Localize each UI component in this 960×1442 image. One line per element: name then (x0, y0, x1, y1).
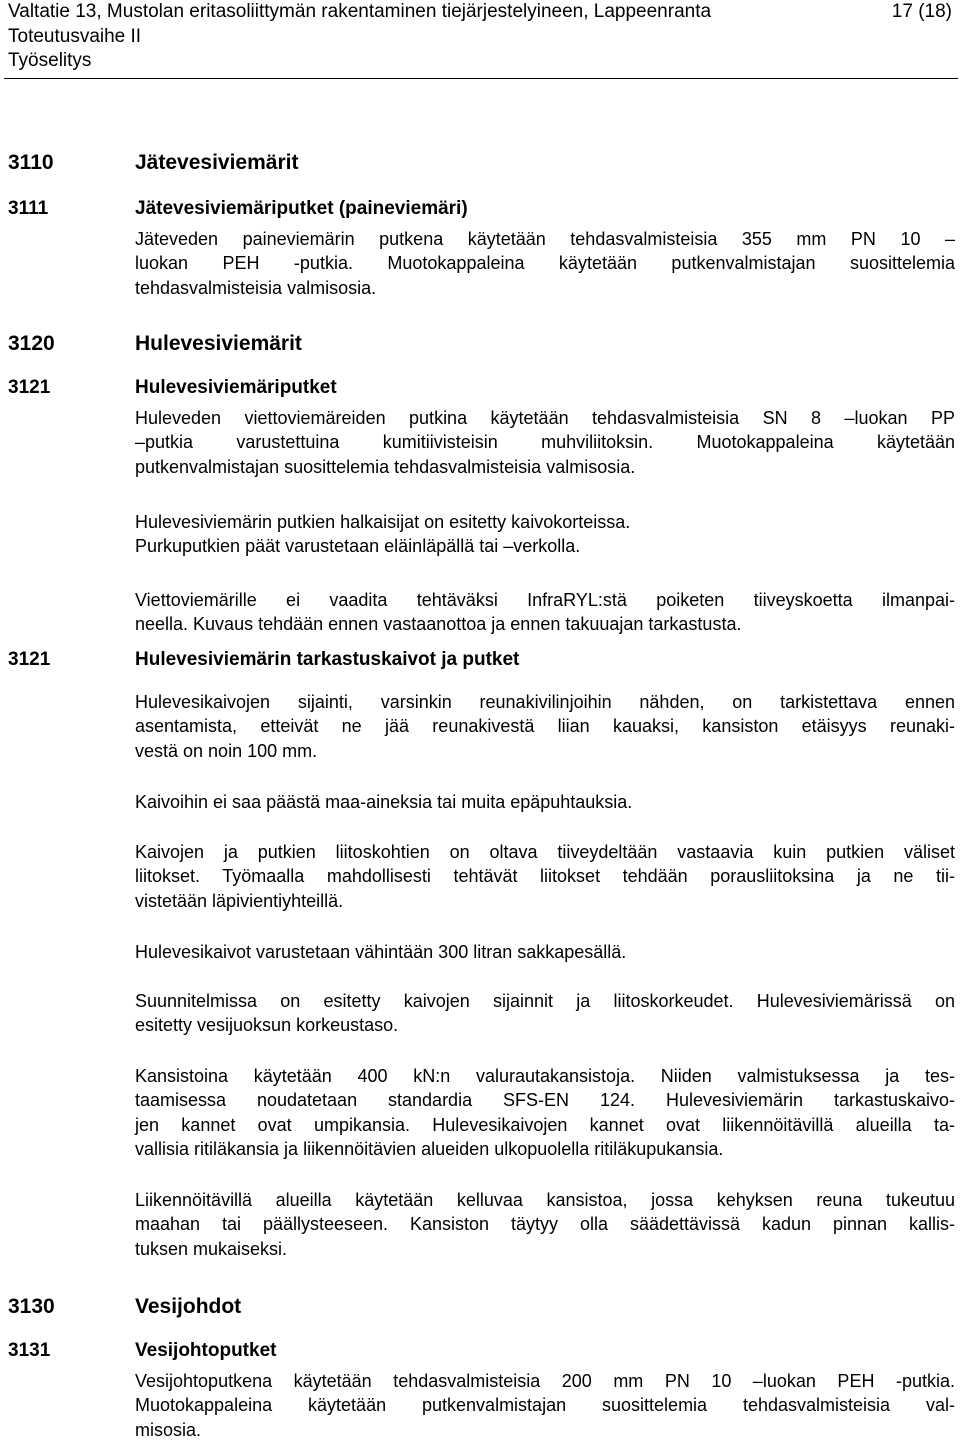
paragraph: Hulevesikaivojen sijainti, varsinkin reunakivilinjoihin nähden, on tarkistettava ennen asentamista, etteivät ne jää reunakivestä liian kauaksi, kansiston etäisyys reunaki- vestä on noin 100 mm. (135, 692, 955, 761)
subsection-heading-3121-inspection-wells: 3121 Hulevesiviemärin tarkastuskaivot ja putket (8, 649, 520, 670)
subsection-heading-3111: 3111 Jätevesiviemäriputket (paineviemäri) (8, 198, 468, 219)
project-phase: Toteutusvaihe II (8, 25, 142, 47)
subsection-heading-3121: 3121 Hulevesiviemäriputket (8, 377, 337, 398)
header-divider (4, 78, 958, 79)
document-title: Valtatie 13, Mustolan eritasoliittymän rakentaminen tiejärjestelyineen, Lappeenranta (8, 1, 712, 22)
section-heading-3110: 3110 Jätevesiviemärit (8, 151, 299, 174)
paragraph: Hulevesiviemärin putkien halkaisijat on esitetty kaivokorteissa. Purkuputkien päät varustetaan eläinläpällä tai –verkolla. (135, 512, 631, 557)
page-number: 17 (18) (891, 1, 952, 22)
section-heading-3130: 3130 Vesijohdot (8, 1295, 242, 1318)
paragraph: Kaivojen ja putkien liitoskohtien on oltava tiiveydeltään vastaavia kuin putkien väliset liitokset. Työmaalla mahdollisesti tehtävät liitokset tehdään porausliitoksina ja ne tii- vistetään läpivientiyhteillä. (135, 842, 955, 911)
subsection-heading-3131: 3131 Vesijohtoputket (8, 1340, 277, 1361)
paragraph: Liikennöitävillä alueilla käytetään kelluvaa kansistoa, jossa kehyksen reuna tukeutuu maahan tai päällysteeseen. Kansiston täytyy olla säädettävissä kadun pinnan kallis- tuksen mukaiseksi. (135, 1190, 955, 1259)
paragraph: Kansistoina käytetään 400 kN:n valurautakansistoja. Niiden valmistuksessa ja tes- taamisessa noudatetaan standardia SFS-EN 124. Hulevesiviemärin tarkastuskaivo- jen kannet ovat umpikansia. Hulevesikaivojen kannet ovat liikennöitävillä alueilla ta- vallisia ritiläkansia ja liikennöitävien alueiden ulkopuolella ritiläkupukansia. (135, 1066, 955, 1160)
section-heading-3120: 3120 Hulevesiviemärit (8, 332, 302, 355)
paragraph: Jäteveden paineviemärin putkena käytetään tehdasvalmisteisia 355 mm PN 10 – luokan PEH -putkia. Muotokappaleina käytetään putkenvalmistajan suosittelemia tehdasvalmisteisia valmisosia. (135, 229, 955, 298)
paragraph: Viettoviemärille ei vaadita tehtäväksi InfraRYL:stä poiketen tiiveyskoetta ilmanpai- neella. Kuvaus tehdään ennen vastaanottoa ja ennen takuuajan tarkastusta. (135, 590, 955, 635)
paragraph: Vesijohtoputkena käytetään tehdasvalmisteisia 200 mm PN 10 –luokan PEH -putkia. Muotokappaleina käytetään putkenvalmistajan suosittelemia tehdasvalmisteisia val- misosia. (135, 1371, 955, 1440)
page-header (8, 0, 952, 74)
paragraph: Kaivoihin ei saa päästä maa-aineksia tai muita epäpuhtauksia. (135, 792, 633, 812)
paragraph: Hulevesikaivot varustetaan vähintään 300 litran sakkapesällä. (135, 942, 627, 962)
document-type: Työselitys (8, 50, 92, 71)
paragraph: Huleveden viettoviemäreiden putkina käytetään tehdasvalmisteisia SN 8 –luokan PP –putkia varustettuina kumitiivisteisin muhviliitoksin. Muotokappaleina käytetään putkenvalmistajan suosittelemia tehdasvalmisteisia valmisosia. (135, 408, 955, 477)
paragraph: Suunnitelmissa on esitetty kaivojen sijainnit ja liitoskorkeudet. Hulevesiviemärissä on esitetty vesijuoksun korkeustaso. (135, 991, 955, 1036)
